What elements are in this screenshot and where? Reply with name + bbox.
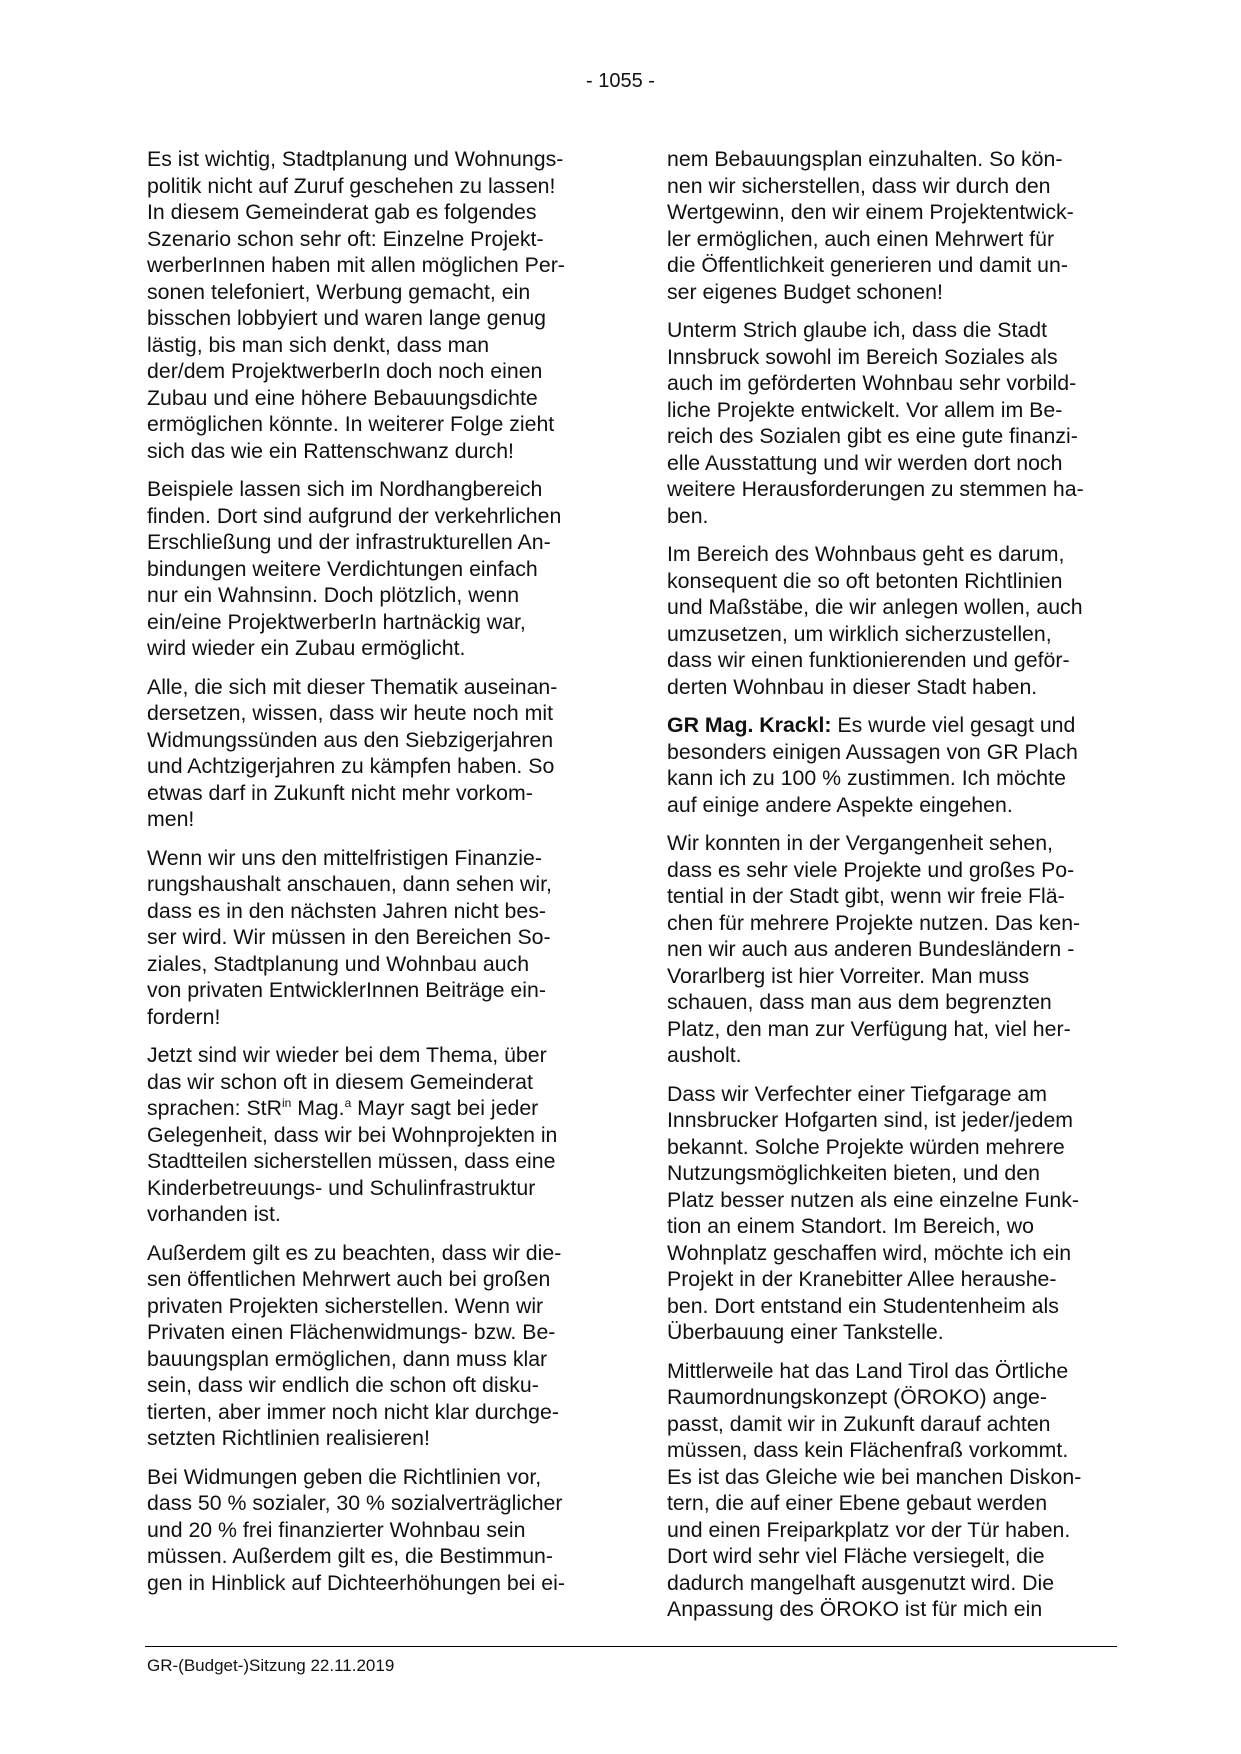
text-segment: Jetzt sind wir wieder bei dem Thema, über das wir schon oft in diesem Gemeinderat sprachen: StR xyxy=(147,1043,547,1120)
paragraph: Bei Widmungen geben die Richtlinien vor, dass 50 % sozialer, 30 % sozialverträglicher und 20 % frei finanzierter Wohnbau sein müssen. Außerdem gilt es, die Bestimmun- gen in Hinblick auf Dichteerhöhungen bei ei- xyxy=(147,1464,565,1595)
footer-text: GR-(Budget-)Sitzung 22.11.2019 xyxy=(147,1656,395,1675)
speaker-name: GR Mag. Krackl: xyxy=(667,713,832,737)
paragraph: Wir konnten in der Vergangenheit sehen, dass es sehr viele Projekte und großes Po- tential in der Stadt gibt, wenn wir freie Flä- chen für mehrere Projekte nutzen. Das ken- nen wir auch aus anderen Bundesländern - Vorarlberg ist hier Vorreiter. Man muss schauen, dass man aus dem begrenzten Platz, den man zur Verfügung hat, viel her- ausholt. xyxy=(667,831,1081,1067)
left-column xyxy=(147,146,602,1608)
page-number: - 1055 - xyxy=(586,70,655,92)
superscript: in xyxy=(281,1095,292,1110)
superscript: a xyxy=(344,1095,352,1110)
paragraph: Unterm Strich glaube ich, dass die Stadt Innsbruck sowohl im Bereich Soziales als auch im geförderten Wohnbau sehr vorbild- liche Projekte entwickelt. Vor allem im Be- reich des Sozialen gibt es eine gute finanzi- elle Ausstattung und wir werden dort noch weitere Herausforderungen zu stemmen ha- ben. xyxy=(667,318,1084,528)
paragraph: Außerdem gilt es zu beachten, dass wir die- sen öffentlichen Mehrwert auch bei großen privaten Projekten sicherstellen. Wenn wir Privaten einen Flächenwidmungs- bzw. Be- bauungsplan ermöglichen, dann muss klar sein, dass wir endlich die schon oft disku- tierten, aber immer noch nicht klar durchge- setzten Richtlinien realisieren! xyxy=(147,1240,562,1450)
paragraph: Im Bereich des Wohnbaus geht es darum, konsequent die so oft betonten Richtlinien und Maßstäbe, die wir anlegen wollen, auch umzusetzen, um wirklich sicherzustellen, dass wir einen funktionierenden und geför- derten Wohnbau in dieser Stadt haben. xyxy=(667,542,1083,699)
paragraph-with-superscripts xyxy=(147,1042,602,1228)
footer-divider xyxy=(145,1646,1117,1647)
text-segment: Mayr sagt bei jeder Gelegenheit, dass wir bei Wohnprojekten in Stadtteilen sicherstellen müssen, dass eine Kinderbetreuungs- und Schulinfrastruktur vorhanden ist. xyxy=(147,1096,558,1226)
paragraph: Alle, die sich mit dieser Thematik auseinan- dersetzen, wissen, dass wir heute noch mit Widmungssünden aus den Siebzigerjahren und Achtzigerjahren zu kämpfen haben. So etwas darf in Zukunft nicht mehr vorkom- men! xyxy=(147,674,558,831)
paragraph: Mittlerweile hat das Land Tirol das Örtliche Raumordnungskonzept (ÖROKO) ange- passt, damit wir in Zukunft darauf achten müssen, dass kein Flächenfraß vorkommt. Es ist das Gleiche wie bei manchen Diskon- tern, die auf einer Ebene gebaut werden und einen Freiparkplatz vor der Tür haben. Dort wird sehr viel Fläche versiegelt, die dadurch mangelhaft ausgenutzt wird. Die Anpassung des ÖROKO ist für mich ein xyxy=(667,1358,1082,1621)
right-column xyxy=(667,146,1122,1635)
paragraph: nem Bebauungsplan einzuhalten. So kön- nen wir sicherstellen, dass wir durch den Wertgewinn, den wir einem Projektentwick- ler ermöglichen, auch einen Mehrwert für die Öffentlichkeit generieren und damit un- ser eigenes Budget schonen! xyxy=(667,147,1074,304)
paragraph: Es ist wichtig, Stadtplanung und Wohnungs- politik nicht auf Zuruf geschehen zu lassen! In diesem Gemeinderat gab es folgendes Szenario schon sehr oft: Einzelne Projekt- werberInnen haben mit allen möglichen Per- sonen telefoniert, Werbung gemacht, ein bisschen lobbyiert und waren lange genug lästig, bis man sich denkt, dass man der/dem ProjektwerberIn doch noch einen Zubau und eine höhere Bebauungsdichte ermöglichen könnte. In weiterer Folge zieht sich das wie ein Rattenschwanz durch! xyxy=(147,147,565,463)
paragraph: Wenn wir uns den mittelfristigen Finanzie- rungshaushalt anschauen, dann sehen wir, dass es in den nächsten Jahren nicht bes- ser wird. Wir müssen in den Bereichen So- ziales, Stadtplanung und Wohnbau auch von privaten EntwicklerInnen Beiträge ein- fordern! xyxy=(147,845,552,1029)
text-segment: Mag. xyxy=(291,1096,345,1120)
paragraph: Dass wir Verfechter einer Tiefgarage am Innsbrucker Hofgarten sind, ist jeder/jedem bekannt. Solche Projekte würden mehrere Nutzungsmöglichkeiten bieten, und den Platz besser nutzen als eine einzelne Funk- tion an einem Standort. Im Bereich, wo Wohnplatz geschaffen wird, möchte ich ein Projekt in der Kranebitter Allee heraushe- ben. Dort entstand ein Studentenheim als Überbauung einer Tankstelle. xyxy=(667,1081,1079,1344)
text-segment: Es wurde viel gesagt und besonders einigen Aussagen von GR Plach kann ich zu 100 % zustimmen. Ich möchte auf einige andere Aspekte eingehen. xyxy=(667,713,1078,817)
paragraph: Beispiele lassen sich im Nordhangbereich finden. Dort sind aufgrund der verkehrlichen Erschließung und der infrastrukturellen An- bindungen weitere Verdichtungen einfach nur ein Wahnsinn. Doch plötzlich, wenn ein/eine ProjektwerberIn hartnäckig war, wird wieder ein Zubau ermöglicht. xyxy=(147,477,562,660)
speaker-paragraph xyxy=(667,712,1122,818)
